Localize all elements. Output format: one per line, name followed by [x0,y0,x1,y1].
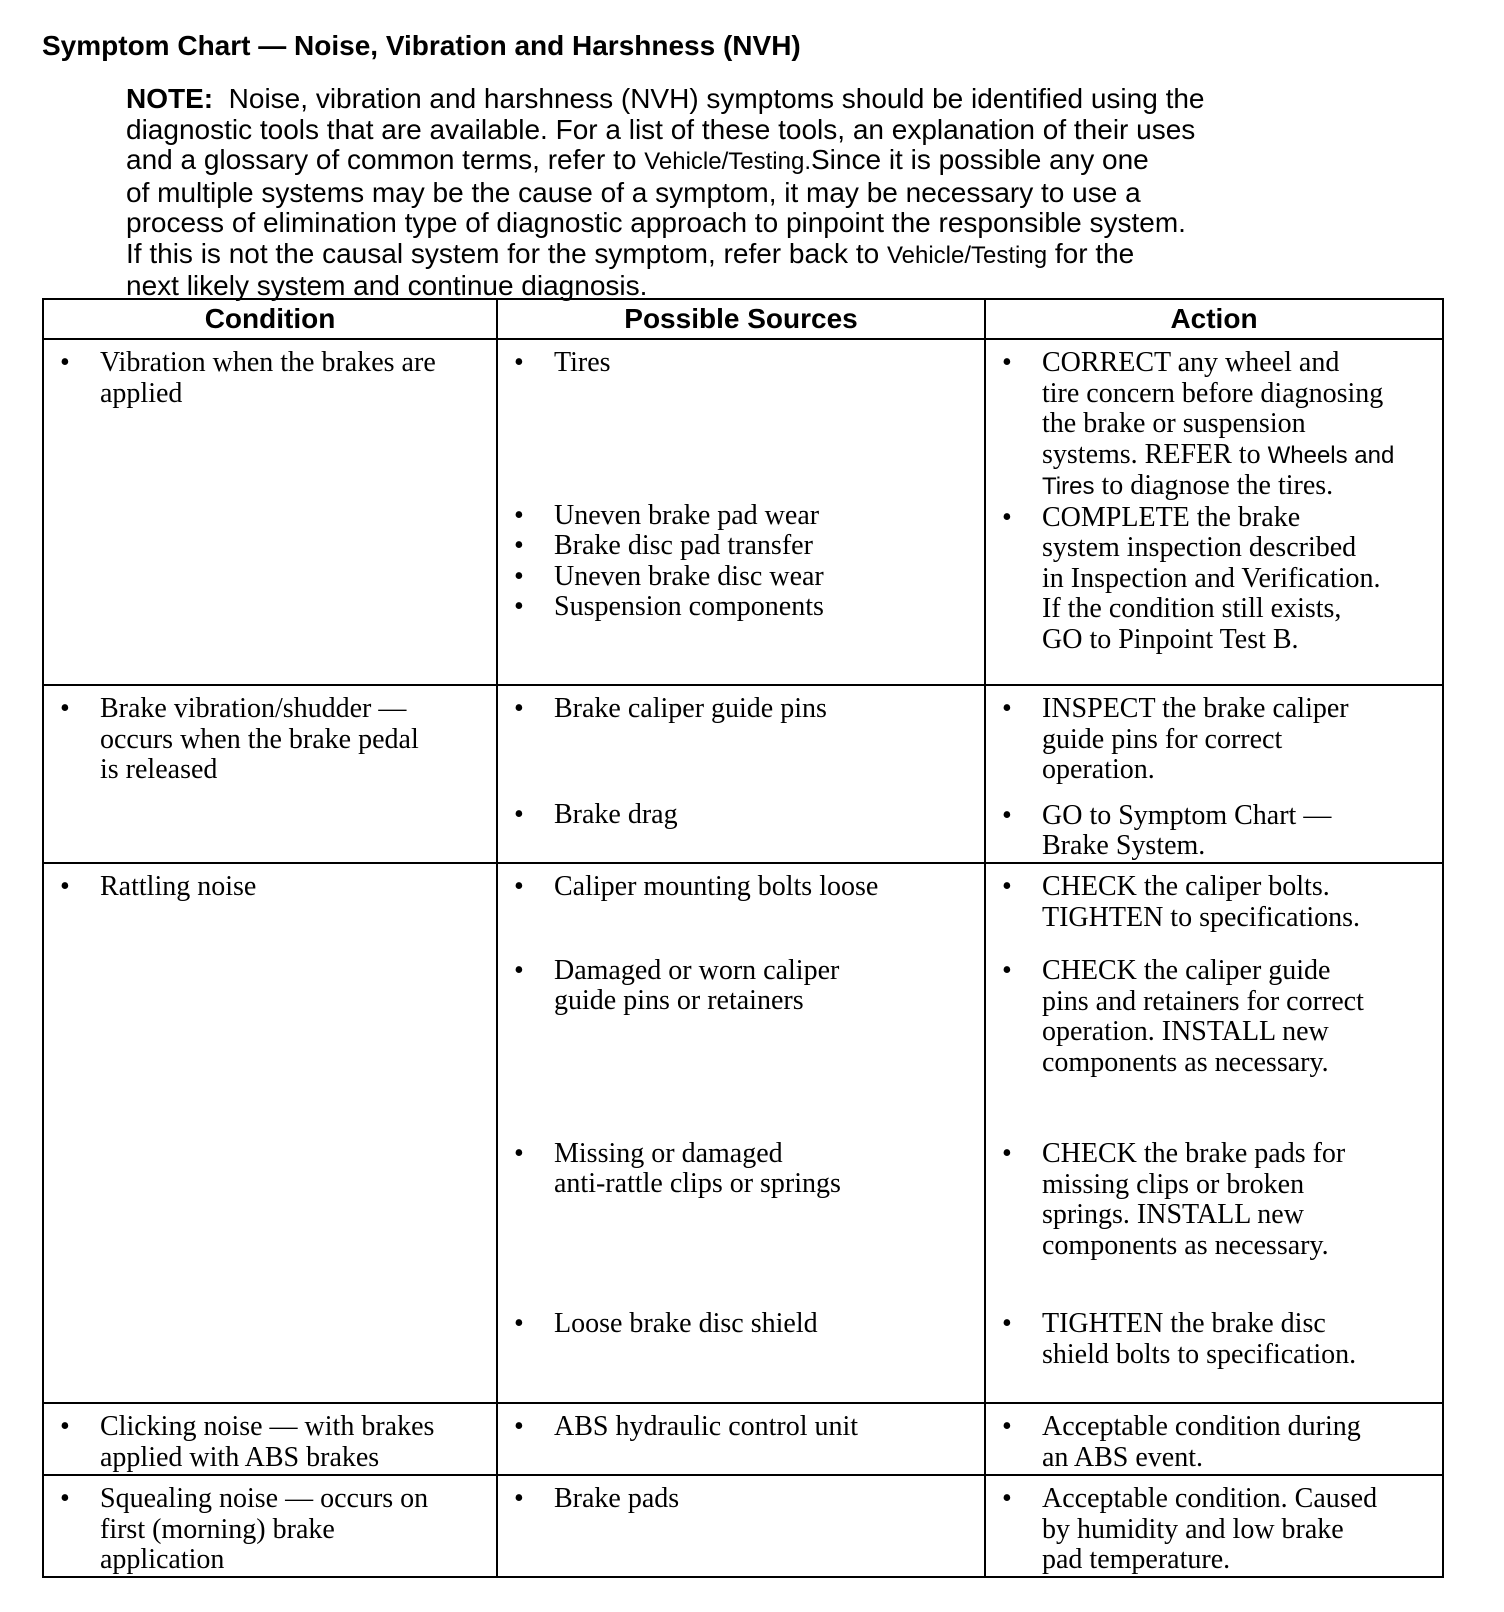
item-line: Squealing noise — occurs on [100,1483,429,1514]
condition-cell [43,1403,497,1475]
item-line: occurs when the brake pedal [100,723,419,755]
note-line [126,145,1456,178]
sources-cell [497,1403,985,1475]
list-item [44,1412,488,1473]
item-line: Acceptable condition during [1042,1411,1361,1442]
action-cell [985,685,1443,863]
header-action: Action [985,299,1443,339]
item-line: Clicking noise — with brakes [100,1411,435,1442]
item-line [1042,440,1434,472]
list-item [986,1139,1434,1261]
bullet: • [1002,1138,1012,1169]
item-line: Brake pads [554,1483,680,1514]
item-line: Brake vibration/shudder — [100,693,407,724]
list-item [498,1309,976,1340]
bullet: • [1002,501,1012,533]
bullet: • [1002,955,1012,986]
item-line: shield bolts to specification. [1042,1338,1357,1370]
item-line: Loose brake disc shield [554,1307,818,1339]
bullet: • [60,871,70,902]
list-item [44,348,488,409]
list-item [498,694,976,725]
note-line: diagnostic tools that are available. For a list of these tools, an explanation of their uses [126,113,1196,145]
list-item [986,801,1434,862]
item-line: Brake drag [554,798,678,830]
item-line: Caliper mounting bolts loose [554,871,879,902]
item-line: guide pins or retainers [554,985,804,1016]
bullet: • [514,347,524,378]
item-line: operation. INSTALL new [1042,1016,1329,1047]
bullet: • [1002,1308,1012,1339]
bullet: • [514,871,524,902]
bullet: • [1002,1411,1012,1442]
item-line: Rattling noise [100,871,257,902]
list-item [986,1412,1434,1473]
table-row [43,1475,1443,1577]
item-line: Tires [554,347,611,378]
sources-cell [497,339,985,685]
bullet: • [514,591,524,622]
item-line: application [100,1544,225,1575]
table-row [43,863,1443,1403]
item-line: TIGHTEN the brake disc [1042,1308,1326,1339]
bullet: • [514,499,524,531]
note-line: process of elimination type of diagnostic approach to pinpoint the responsible system. [126,207,1186,238]
list-item [498,1412,976,1443]
item-line: Suspension components [554,591,824,622]
item-line: Brake System. [1042,830,1206,861]
list-item [44,694,488,786]
reference-link[interactable]: Vehicle/Testing. [644,148,811,175]
item-line: CHECK the caliper bolts. [1042,871,1330,902]
list-item [498,872,976,903]
bullet: • [1002,693,1012,724]
bullet: • [1002,347,1012,378]
list-item [44,872,488,903]
table-row [43,1403,1443,1475]
list-item [498,956,976,1017]
note-line: of multiple systems may be the cause of a symptom, it may be necessary to use a [126,176,1141,208]
bullet: • [1002,799,1012,831]
table-row [43,339,1443,685]
reference-link[interactable]: Tires [1042,473,1095,500]
action-cell [985,339,1443,685]
bullet: • [514,1137,524,1169]
item-text: systems. REFER to [1042,438,1261,470]
note-text: Since it is possible any one [811,144,1149,175]
condition-cell [43,1475,497,1577]
symptom-chart-table [42,298,1444,1578]
item-line: pins and retainers for correct [1042,985,1364,1017]
note-label: NOTE: [126,83,214,114]
bullet: • [1002,1483,1012,1514]
list-item [986,1484,1434,1576]
page-title: Symptom Chart — Noise, Vibration and Harshness (NVH) [42,30,801,61]
bullet: • [60,347,70,378]
list-item [986,348,1434,503]
note-line: next likely system and continue diagnosis. [126,270,648,301]
note-paragraph [126,84,1456,302]
list-item [498,531,976,562]
list-item [44,1484,488,1576]
list-item [498,592,976,623]
list-item [498,501,976,532]
item-line: CHECK the brake pads for [1042,1138,1346,1169]
item-line: by humidity and low brake [1042,1513,1344,1545]
reference-link[interactable]: Vehicle/Testing [886,241,1048,269]
note-text: and a glossary of common terms, refer to [126,144,637,175]
item-line: Brake disc pad transfer [554,530,813,561]
item-line: applied with ABS brakes [100,1441,380,1473]
sources-cell [497,1475,985,1577]
item-line: applied [100,377,183,409]
item-line: Acceptable condition. Caused [1042,1483,1378,1514]
item-line: GO to Pinpoint Test B. [1042,623,1299,655]
item-line: system inspection described [1042,532,1357,563]
sources-cell [497,863,985,1403]
item-line: first (morning) brake [100,1513,335,1545]
item-line: GO to Symptom Chart — [1042,799,1332,831]
item-line: the brake or suspension [1042,408,1306,439]
note-line [126,239,1456,272]
bullet: • [514,1483,524,1514]
note-text: for the [1054,237,1135,269]
table-header-row [43,299,1443,339]
header-possible-sources: Possible Sources [497,299,985,339]
bullet: • [514,1411,524,1442]
item-line: CHECK the caliper guide [1042,955,1331,986]
bullet: • [514,798,524,830]
item-line: Brake caliper guide pins [554,693,827,724]
item-line: Uneven brake disc wear [554,560,824,592]
item-line: If the condition still exists, [1042,593,1342,624]
bullet: • [514,954,524,986]
note-line [126,84,1456,115]
item-line: pad temperature. [1042,1544,1231,1575]
bullet: • [60,1483,70,1514]
item-line: Uneven brake pad wear [554,499,820,531]
action-cell [985,1403,1443,1475]
item-line: anti-rattle clips or springs [554,1168,841,1199]
bullet: • [60,693,70,724]
header-condition: Condition [43,299,497,339]
condition-cell [43,685,497,863]
item-line: COMPLETE the brake [1042,501,1301,533]
list-item [986,503,1434,656]
list-item [498,1484,976,1515]
list-item [986,872,1434,933]
item-line: in Inspection and Verification. [1042,562,1381,594]
reference-link[interactable]: Wheels and [1267,441,1395,469]
item-line: CORRECT any wheel and [1042,347,1340,378]
item-line: components as necessary. [1042,1046,1329,1078]
bullet: • [514,560,524,592]
item-line: TIGHTEN to specifications. [1042,901,1361,933]
item-line: is released [100,754,218,785]
item-text: to diagnose the tires. [1101,470,1334,501]
sources-cell [497,685,985,863]
action-cell [985,1475,1443,1577]
list-item [986,956,1434,1078]
bullet: • [514,693,524,724]
action-cell [985,863,1443,1403]
condition-cell [43,863,497,1403]
item-line: Damaged or worn caliper [554,954,840,986]
bullet: • [514,1307,524,1339]
item-line: an ABS event. [1042,1441,1203,1473]
item-line: components as necessary. [1042,1229,1329,1261]
list-item [498,800,976,831]
item-line: tire concern before diagnosing [1042,377,1384,409]
condition-cell [43,339,497,685]
note-text: If this is not the causal system for the symptom, refer back to [126,237,880,269]
table-row [43,685,1443,863]
item-line: operation. [1042,754,1155,785]
item-line: ABS hydraulic control unit [554,1411,859,1442]
bullet: • [1002,871,1012,902]
list-item [498,1139,976,1200]
item-line: INSPECT the brake caliper [1042,693,1349,724]
list-item [498,348,976,379]
item-line [1042,471,1434,503]
bullet: • [514,530,524,561]
list-item [986,694,1434,786]
item-line: Vibration when the brakes are [100,347,436,378]
bullet: • [60,1411,70,1442]
note-text: Noise, vibration and harshness (NVH) symptoms should be identified using the [228,83,1205,114]
list-item [986,1309,1434,1370]
item-line: missing clips or broken [1042,1168,1305,1200]
item-line: Missing or damaged [554,1137,783,1169]
item-line: springs. INSTALL new [1042,1199,1304,1230]
item-line: guide pins for correct [1042,723,1283,755]
list-item [498,562,976,593]
